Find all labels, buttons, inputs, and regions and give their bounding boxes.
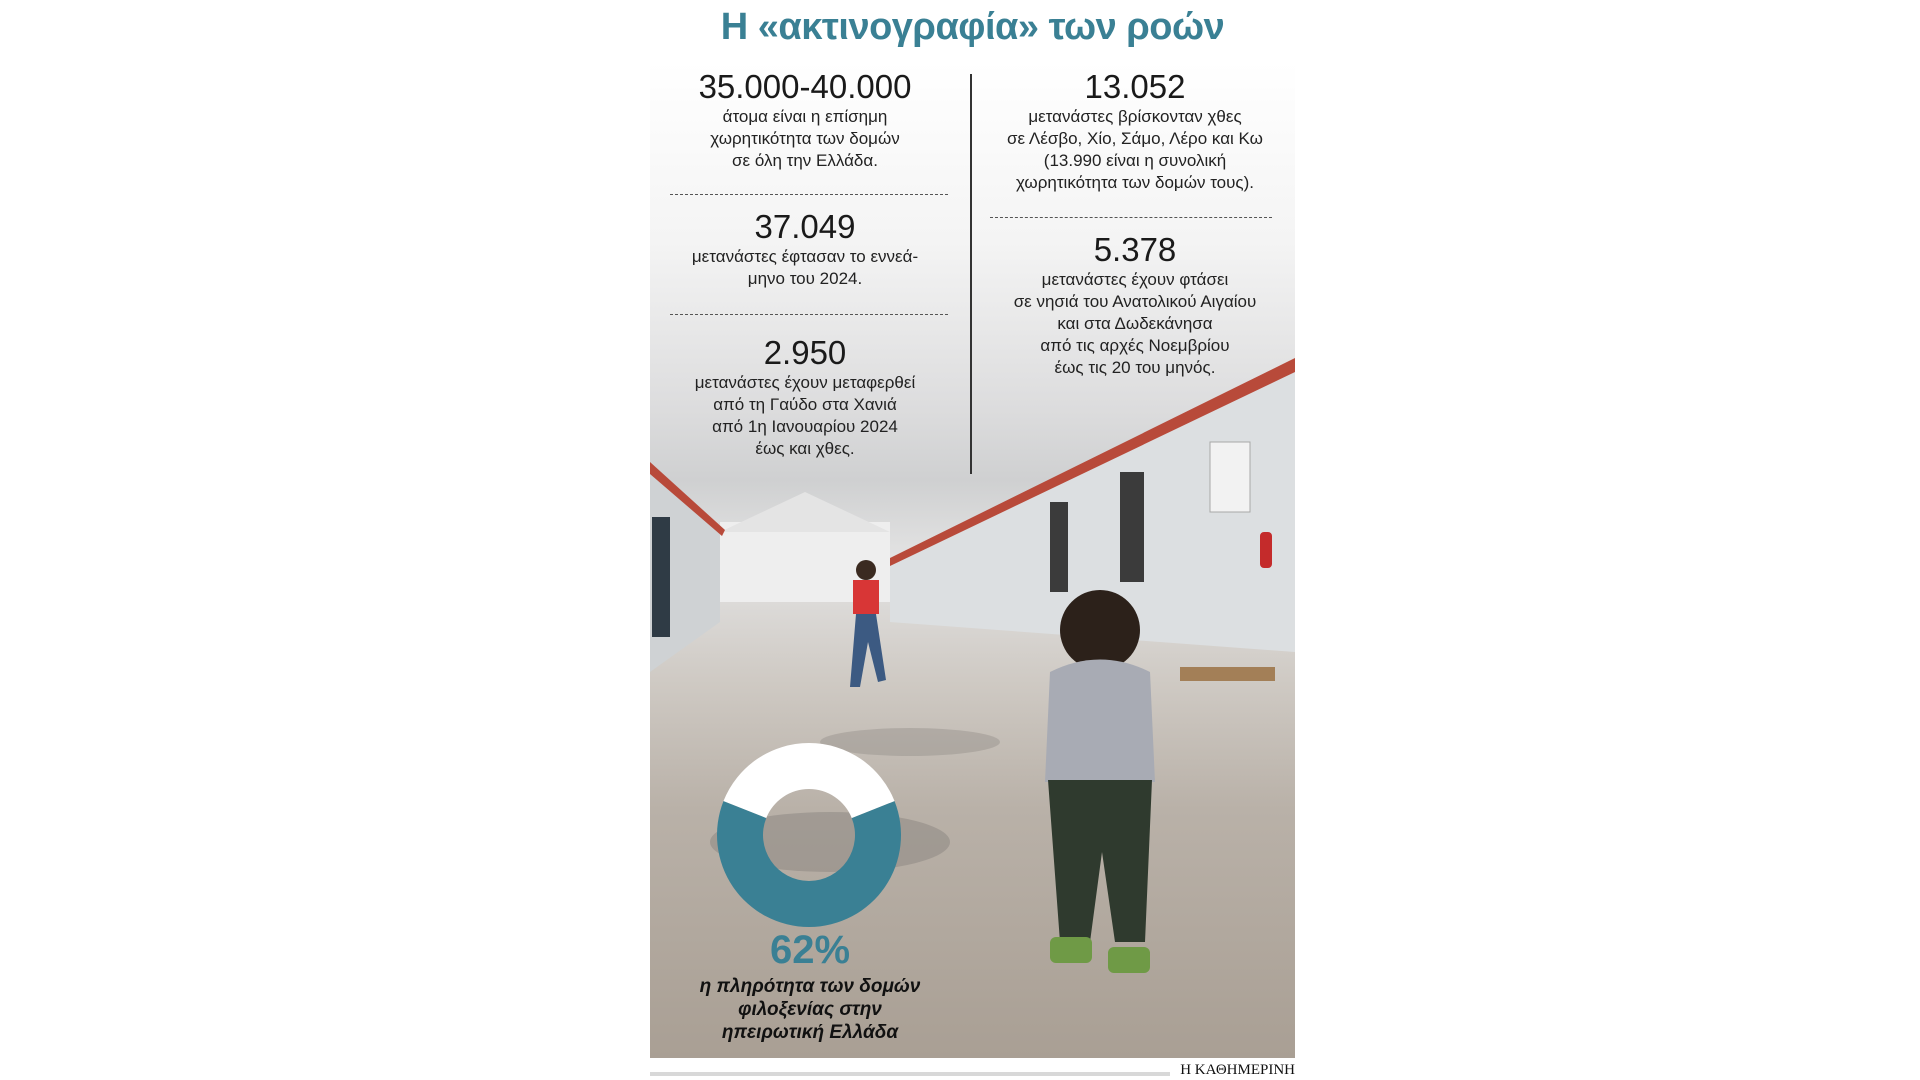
stat-aegean — [985, 231, 1285, 379]
pallet — [1180, 667, 1275, 681]
stat-description: άτομα είναι η επίσημη χωρητικότητα των δομών σε όλη την Ελλάδα. — [710, 107, 900, 170]
stat-description: μετανάστες βρίσκονταν χθες σε Λέσβο, Χίο, Σάμο, Λέρο και Κω (13.990 είναι η συνολική χωρητικότητα των δομών τους). — [1007, 107, 1263, 192]
stat-description: μετανάστες έχουν φτάσει σε νησιά του Ανατολικού Αιγαίου και στα Δωδεκάνησα από τις αρχές Νοεμβρίου έως τις 20 του μηνός. — [1013, 270, 1257, 377]
child-shoe-right — [1108, 947, 1150, 973]
publisher-credit: Η ΚΑΘΗΜΕΡΙΝΗ — [1180, 1062, 1295, 1078]
fire-extinguisher — [1260, 532, 1272, 568]
occupancy-donut — [714, 740, 904, 930]
stat-description: μετανάστες έφτασαν το εννεά- μηνο του 2024. — [691, 247, 919, 288]
separator — [990, 217, 1272, 218]
container-door-2 — [1050, 502, 1068, 592]
child-head — [1060, 590, 1140, 670]
donut-segment-empty — [723, 743, 894, 818]
donut-segment-filled — [717, 801, 901, 927]
stat-gavdos — [670, 334, 940, 460]
column-divider — [970, 74, 972, 474]
child-shoe-left — [1050, 937, 1092, 963]
stat-value: 5.378 — [1093, 231, 1177, 268]
stat-description: μετανάστες έχουν μεταφερθεί από τη Γαύδο στα Χανιά από 1η Ιανουαρίου 2024 έως και χθες. — [694, 373, 916, 458]
left-door — [652, 517, 670, 637]
donut-percent-label: 62% — [769, 928, 851, 972]
stat-value: 13.052 — [1084, 68, 1186, 105]
stat-value: 37.049 — [754, 208, 856, 245]
donut-caption: η πληρότητα των δομών φιλοξενίας στην ηπειρωτική Ελλάδα — [699, 976, 921, 1043]
window-shutter — [1210, 442, 1250, 512]
running-child-legs — [850, 614, 886, 687]
tent-roof — [720, 492, 890, 532]
child-sweater — [1045, 660, 1155, 783]
bottom-rule — [650, 1072, 1170, 1076]
stat-arrivals — [670, 208, 940, 290]
child-trousers — [1048, 780, 1152, 942]
stat-value: 2.950 — [763, 334, 847, 371]
stat-value: 35.000-40.000 — [698, 68, 912, 105]
infographic-title: Η «ακτινογραφία» των ροών — [720, 6, 1225, 48]
infographic — [650, 0, 1295, 1080]
running-child-shirt — [853, 580, 879, 614]
separator — [670, 314, 948, 315]
running-child-head — [856, 560, 876, 580]
donut-chart — [714, 740, 904, 930]
separator — [670, 194, 948, 195]
stat-islands — [985, 68, 1285, 194]
stat-capacity — [670, 68, 940, 172]
container-door — [1120, 472, 1144, 582]
